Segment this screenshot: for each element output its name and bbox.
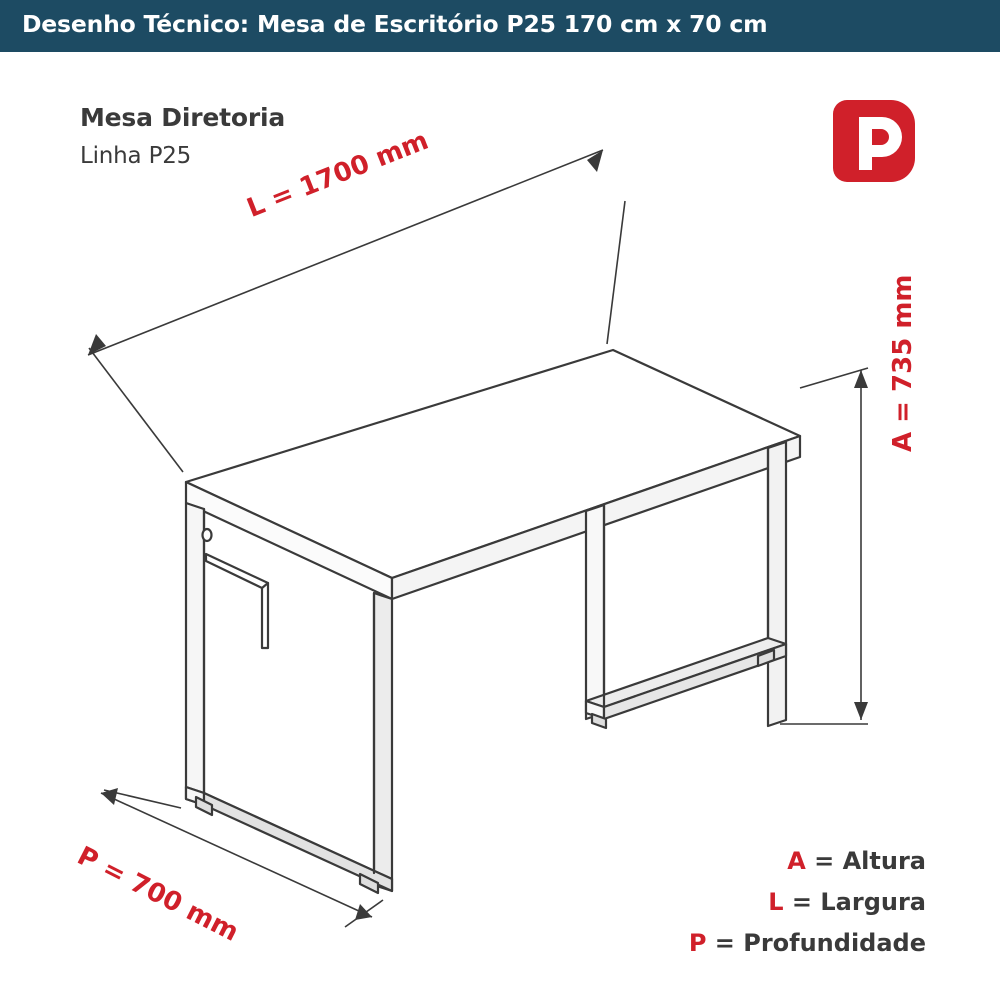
legend-text-p: = Profundidade	[714, 929, 926, 957]
product-title: Mesa Diretoria	[80, 103, 285, 132]
dimension-label-width: L = 1700 mm	[243, 125, 433, 224]
legend-key-l: L	[768, 888, 784, 916]
legend-item-altura	[689, 841, 926, 882]
legend-text-l: = Largura	[791, 888, 926, 916]
legend-item-profundidade	[689, 923, 926, 964]
legend-item-largura	[689, 882, 926, 923]
product-line-label: Linha P25	[80, 143, 192, 169]
dimension-label-depth: P = 700 mm	[72, 841, 244, 948]
header-bar	[0, 0, 1000, 48]
legend-text-a: = Altura	[814, 847, 926, 875]
legend	[689, 841, 926, 964]
page-title: Desenho Técnico: Mesa de Escritório P25 170 cm x 70 cm	[22, 10, 768, 38]
legend-key-a: A	[787, 847, 806, 875]
dimension-label-height: A = 735 mm	[888, 274, 918, 452]
legend-key-p: P	[688, 929, 707, 957]
